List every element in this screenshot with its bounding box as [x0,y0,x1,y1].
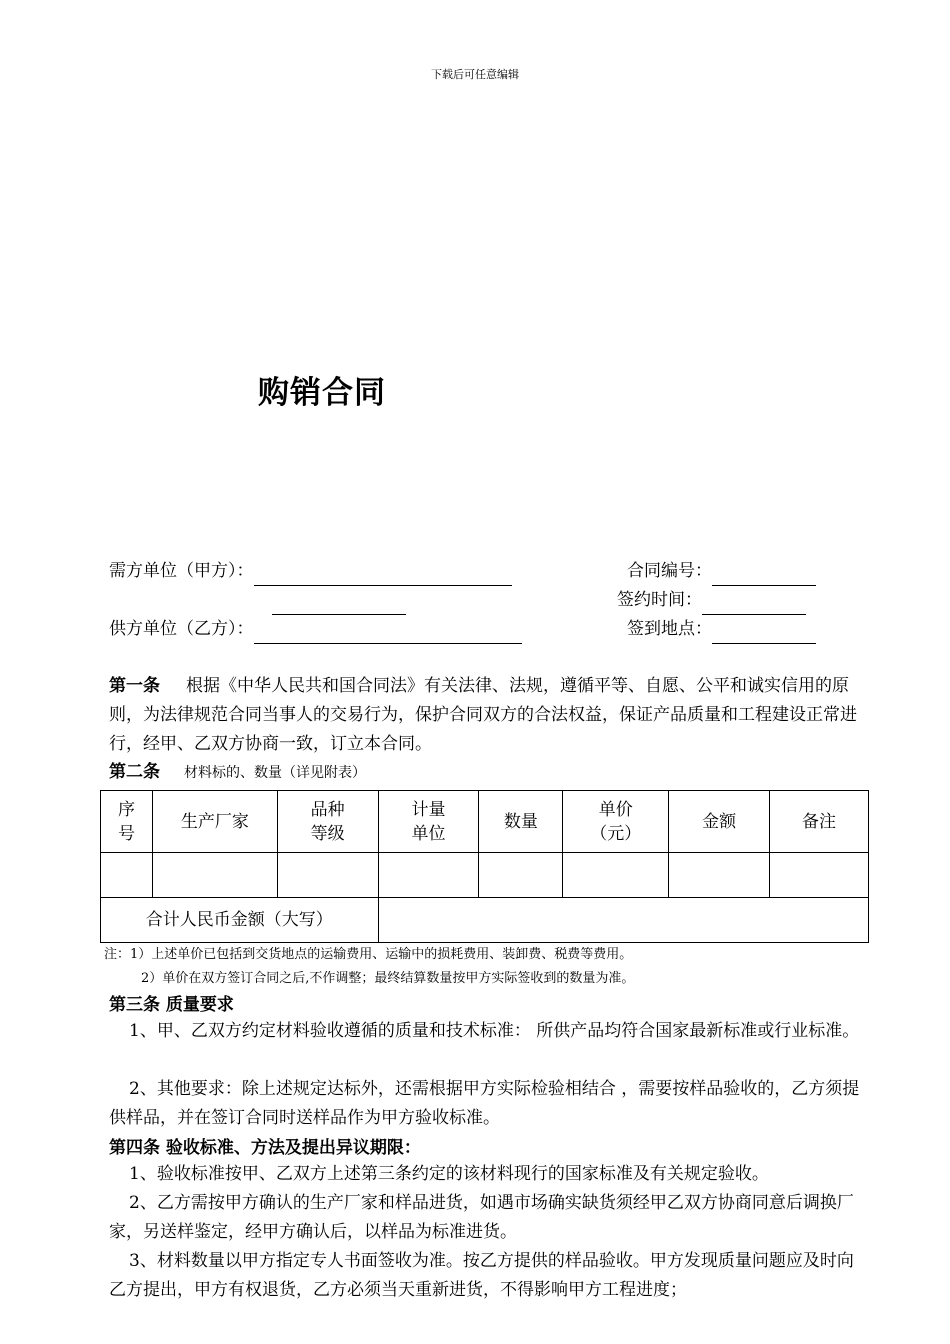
article-4-heading: 第四条 验收标准、方法及提出异议期限： [109,1138,421,1158]
table-cell[interactable] [152,853,277,898]
table-cell[interactable] [378,853,479,898]
article-1 [109,672,861,759]
article-2 [109,760,366,785]
article-3-heading: 第三条 质量要求 [109,995,234,1015]
sign-time-label: 签约时间： [617,590,702,610]
article-3-p1: 1、甲、乙双方约定材料验收遵循的质量和技术标准： 所供产品均符合国家最新标准或行业标准。 [129,1021,860,1041]
table-cell[interactable] [479,853,563,898]
buyer-label: 需方单位（甲方）： [109,561,254,581]
article-4-p2: 2、乙方需按甲方确认的生产厂家和样品进货，如遇市场确实缺货须经甲乙双方协商同意后调换厂家，另送样鉴定，经甲方确认后，以样品为标准进货。 [109,1193,854,1242]
sign-time-row [617,586,806,615]
page-title: 购销合同 [258,375,386,411]
contract-no-label: 合同编号： [627,561,712,581]
contract-no-blank [712,567,816,586]
seller-blank [254,625,522,644]
table-cell[interactable] [277,853,378,898]
article-1-heading: 第一条 [109,676,160,696]
note-1: 注：1）上述单价已包括到交货地点的运输费用、运输中的损耗费用、装卸费、税费等费用。 [104,947,633,962]
note-2: 2）单价在双方签订合同之后,不作调整；最终结算数量按甲方实际签收到的数量为准。 [141,971,635,986]
contract-no-row [627,557,816,586]
table-cell[interactable] [770,853,869,898]
header-cell-unit: 计量 单位 [378,791,479,853]
header-cell-manufacturer: 生产厂家 [152,791,277,853]
sign-time-blank [702,596,806,615]
seller-row [109,615,522,644]
seller-label: 供方单位（乙方）： [109,619,254,639]
table-header-row [101,791,869,853]
header-cell-amount: 金额 [669,791,770,853]
buyer-blank [254,567,512,586]
article-4-p3: 3、材料数量以甲方指定专人书面签收为准。按乙方提供的样品验收。甲方发现质量问题应及时向乙方提出，甲方有权退货，乙方必须当天重新进货，不得影响甲方工程进度； [109,1251,854,1300]
items-table [100,790,869,943]
buyer-blank-2-row [272,586,406,615]
table-total-row [101,898,869,943]
page-header: 下载后可任意编辑 [431,68,519,81]
buyer-row [109,557,512,586]
total-label-cell: 合计人民币金额（大写） [101,898,379,943]
table-cell[interactable] [563,853,669,898]
article-1-text: 根据《中华人民共和国合同法》有关法律、法规，遵循平等、自愿、公平和诚实信用的原则，为法律规范合同当事人的交易行为，保护合同双方的合法权益，保证产品质量和工程建设正常进行，经甲、乙双方协商一致，订立本合同。 [109,676,857,754]
header-cell-index: 序 号 [101,791,153,853]
header-cell-remark: 备注 [770,791,869,853]
buyer-blank-2 [272,596,406,615]
table-row [101,853,869,898]
header-cell-grade: 品种 等级 [277,791,378,853]
header-cell-quantity: 数量 [479,791,563,853]
table-cell[interactable] [101,853,153,898]
table-cell[interactable] [669,853,770,898]
sign-place-row [627,615,816,644]
article-2-heading: 第二条 [109,762,160,782]
total-value-cell[interactable] [378,898,868,943]
article-4-p1: 1、验收标准按甲、乙双方上述第三条约定的该材料现行的国家标准及有关规定验收。 [129,1164,769,1184]
article-2-text: 材料标的、数量（详见附表） [184,765,366,781]
sign-place-label: 签到地点： [627,619,712,639]
sign-place-blank [712,625,816,644]
article-3-p2: 2、其他要求：除上述规定达标外，还需根据甲方实际检验相结合 ，需要按样品验收的，乙方须提供样品，并在签订合同时送样品作为甲方验收标准。 [109,1079,860,1128]
header-cell-price: 单价 （元） [563,791,669,853]
